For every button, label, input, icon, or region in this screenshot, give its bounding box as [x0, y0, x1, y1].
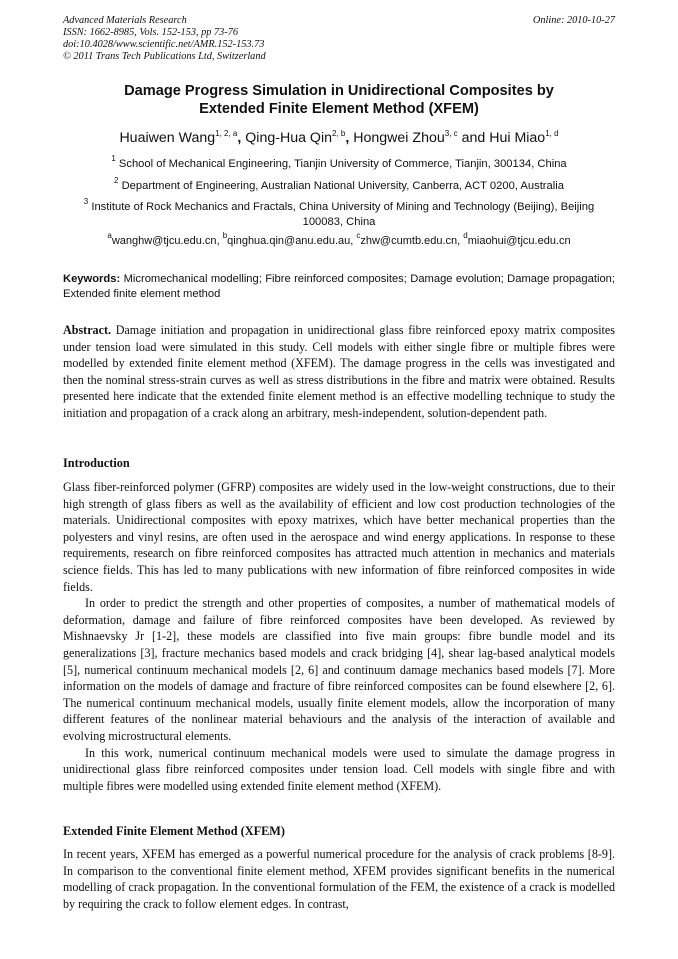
author-affiliation-sup: 2, b	[332, 129, 346, 138]
keywords-text: Micromechanical modelling; Fibre reinforced composites; Damage evolution; Damage propagation; Extended finite element method	[63, 273, 615, 300]
email-separator: ,	[216, 235, 223, 247]
abstract-block	[63, 322, 615, 422]
author-name: Qing-Hua Qin	[245, 130, 333, 146]
paper-title-line-1: Damage Progress Simulation in Unidirectional Composites by	[124, 83, 554, 99]
author-affiliation-sup: 3, c	[444, 129, 458, 138]
email-separator: ,	[350, 235, 357, 247]
author-affiliation-sup: 1, 2, a	[215, 129, 238, 138]
author-name: Hui Miao	[489, 130, 546, 146]
doi-line: doi:10.4028/www.scientific.net/AMR.152-153.73	[63, 39, 265, 50]
section-heading-xfem: Extended Finite Element Method (XFEM)	[63, 824, 285, 838]
section-heading-introduction: Introduction	[63, 456, 130, 470]
xfem-body	[63, 846, 615, 912]
paragraph: Glass fiber-reinforced polymer (GFRP) composites are widely used in the low-weight constructions, due to their high strength of glass fibers as well as the availability of efficient and low cost production technologies of the materials. Unidirectional composites with epoxy matrixes, which have better mechanical properties than the polyesters and vinyl resins, are often used in the aerospace and wind energy applications. In response to these requirements, research on fibre reinforced composites has attracted much attention in mechanics and materials science fields. This has led to many publications with new information of fibre reinforced composites in wide fields.	[63, 480, 615, 594]
paragraph: In recent years, XFEM has emerged as a powerful numerical procedure for the analysis of crack problems [8-9]. In comparison to the conventional finite element method, XFEM provides significant benefits in the numerical modelling of crack propagation. In the conventional formulation of the FEM, the existence of a crack is modelled by requiring the crack to follow element edges. In contrast,	[63, 847, 615, 911]
affiliation-text: School of Mechanical Engineering, Tianjin University of Commerce, Tianjin, 300134, China	[115, 158, 567, 170]
keywords-label: Keywords:	[63, 273, 121, 285]
email-sup: d	[463, 231, 468, 240]
abstract-text: Damage initiation and propagation in unidirectional glass fibre reinforced epoxy matrix composites under tension load were simulated in this study. Cell models with either single fibre or multiple fibres were modelled by extended finite element method (XFEM). The damage progress in the cells was investigated and then the nominal stress-strain curves as well as stress distributions in the fibre and matrix were obtained. Results presented here indicate that the extended finite element method is an effective modelling technique to study the initiation and propagation of a crack along an arbitrary, mesh-independent, solution-dependent path.	[63, 323, 615, 420]
author-separator: ,	[237, 130, 246, 146]
email-link[interactable]: miaohui@tjcu.edu.cn	[467, 235, 571, 247]
email-link[interactable]: zhw@cumtb.edu.cn	[360, 235, 458, 247]
affiliation-2	[40, 176, 638, 194]
email-sup: a	[107, 231, 112, 240]
affiliation-sup: 2	[114, 176, 119, 185]
affiliation-sup: 3	[83, 197, 89, 206]
journal-name: Advanced Materials Research	[63, 15, 187, 26]
author-list	[20, 130, 658, 146]
copyright-line: © 2011 Trans Tech Publications Ltd, Switzerland	[63, 51, 266, 62]
affiliation-text: Department of Engineering, Australian National University, Canberra, ACT 0200, Australia	[118, 180, 564, 192]
affiliation-text: Institute of Rock Mechanics and Fractals, China University of Mining and Technology (Beijing), Beijing 100083, China	[88, 201, 595, 228]
email-link[interactable]: qinghua.qin@anu.edu.au	[227, 235, 351, 247]
author-name: Hongwei Zhou	[353, 130, 445, 146]
affiliation-sup: 1	[111, 154, 116, 163]
email-sup: c	[356, 231, 361, 240]
email-sup: b	[222, 231, 228, 240]
keywords-block	[63, 272, 615, 302]
email-separator: ,	[457, 235, 464, 247]
paragraph: In order to predict the strength and other properties of composites, a number of mathematical models of deformation, damage and failure of fibre reinforced composites have been developed. As reviewed by Mishnaevsky Jr [1-2], these models are classified into five main groups: fibre bundle model and its generalizations [3], fracture mechanics based models and crack bridging [4], shear lag-based analytical models [5], numerical continuum mechanical models [2, 6] and continuum damage mechanics based models [7]. More information on the models of damage and fracture of fibre reinforced composites can be found elsewhere [2, 6]. The numerical continuum mechanical models, usually finite element models, allow the incorporation of many different features of the nonlinear material behaviours and the analysis of the interaction of available and evolving microstructural elements.	[63, 596, 615, 743]
online-date: Online: 2010-10-27	[532, 15, 615, 26]
email-link[interactable]: wanghw@tjcu.edu.cn	[111, 235, 217, 247]
author-separator: ,	[345, 130, 354, 146]
affiliation-1	[40, 154, 638, 172]
author-and: and	[457, 130, 490, 146]
paper-title-line-2: Extended Finite Element Method (XFEM)	[199, 101, 479, 117]
affiliation-3	[66, 197, 612, 230]
author-affiliation-sup: 1, d	[545, 129, 559, 138]
issn-line: ISSN: 1662-8985, Vols. 152-153, pp 73-76	[63, 27, 239, 38]
paragraph: In this work, numerical continuum mechanical models were used to simulate the damage progress in unidirectional glass fibre reinforced composites under tension load. Cell models with single fibre and with multiple fibres were modelled using extended finite element method (XFEM).	[63, 745, 615, 793]
abstract-label: Abstract.	[63, 323, 112, 337]
email-list	[20, 231, 658, 247]
author-name: Huaiwen Wang	[119, 130, 216, 146]
introduction-body	[63, 479, 615, 794]
